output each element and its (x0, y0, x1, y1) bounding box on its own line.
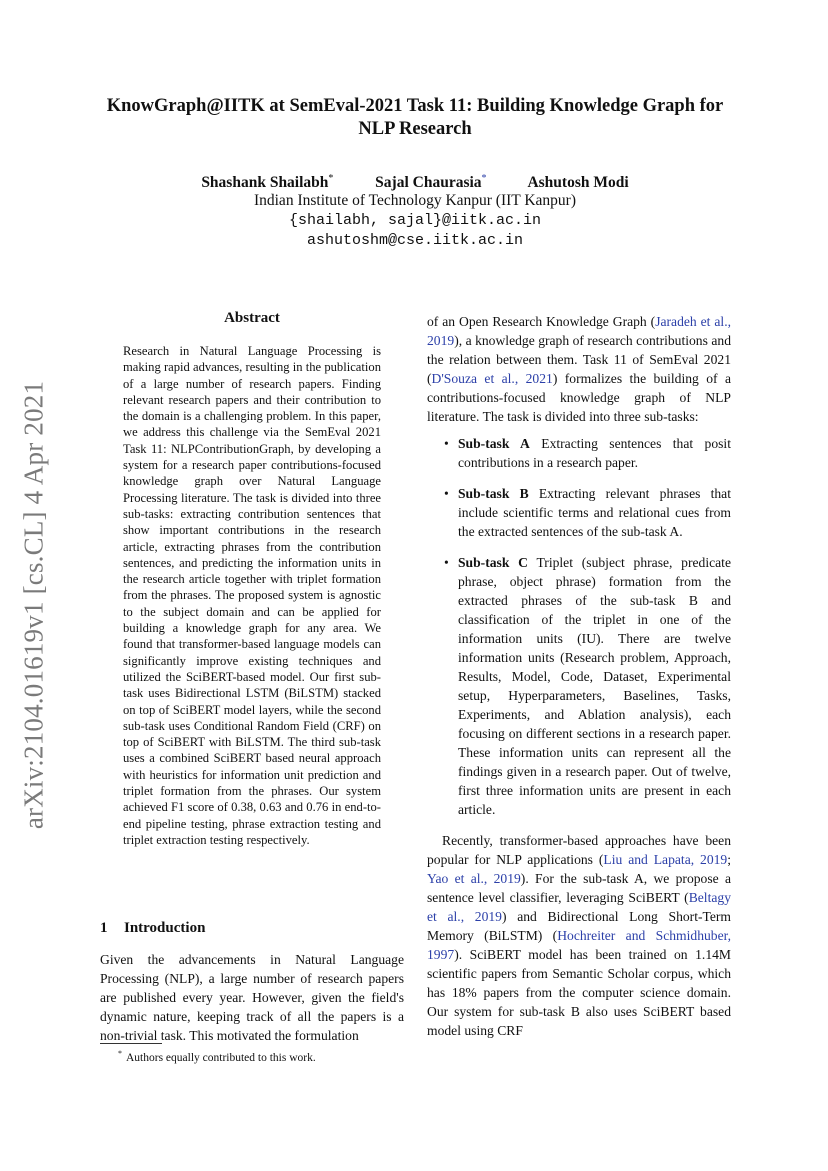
citation-link[interactable]: Yao et al., 2019 (427, 871, 521, 886)
right-column (427, 312, 731, 1040)
abstract-heading: Abstract (224, 310, 280, 326)
footnote (118, 1049, 316, 1064)
subtask-label: Sub-task B (458, 486, 529, 501)
body-paragraph: Recently, transformer-based approaches have been popular for NLP applications (Liu and Lapata, 2019; Yao et al., 2019). For the sub-task A, we propose a sentence level classifier, leveraging SciBERT (Beltagy et al., 2019) and Bidirectional Long Short-Term Memory (BiLSTM) (Hochreiter and Schmidhuber, 1997). SciBERT model has been trained on 1.14M scientific papers from Semantic Scholar corpus, which has 18% papers from the computer science domain. Our system for sub-task B also uses SciBERT based model using CRF (427, 833, 732, 1038)
abstract-body: Research in Natural Language Processing is making rapid advances, resulting in the publication of a large number of research papers. Finding relevant research papers and their contribution to the domain is a challenging problem. In this paper, we address this challenge via the SemEval 2021 Task 11: NLPContributionGraph, by developing a system for a research paper contributions-focused knowledge graph over Natural Language Processing literature. The task is divided into three sub-tasks: extracting contribution sentences that show important contributions in the research article, extracting phrases from the contribution sentences, and predicting the information units in the research article together with triplet formation from the phrases. The proposed system is agnostic to the subject domain and can be applied for building a knowledge graph for any area. We found that transformer-based language models can significantly improve existing techniques and utilized the SciBERT-based model. Our first sub-task uses Bidirectional LSTM (BiLSTM) stacked on top of SciBERT model layers, while the second sub-task uses Conditional Random Field (CRF) on top of SciBERT with BiLSTM. The third sub-task uses a combined SciBERT based neural approach with heuristics for information unit prediction and triplet formation from the phrases. Our system achieved F1 score of 0.38, 0.63 and 0.76 in end-to-end pipeline testing, phrase extraction testing and triplet extraction testing respectively. (123, 344, 381, 847)
citation-link[interactable]: Beltagy et al., 2019 (427, 890, 731, 924)
paper-title: KnowGraph@IITK at SemEval-2021 Task 11: Building Knowledge Graph for NLP Research (106, 96, 724, 139)
equal-contribution-mark: * (328, 173, 334, 184)
subtask-label: Sub-task C (458, 555, 528, 570)
section-number: 1 (100, 920, 108, 936)
footnote-rule (100, 1043, 162, 1044)
arxiv-identifier-stamp (14, 360, 54, 850)
list-item: • Sub-task B Extracting relevant phrases that include scientific terms and relational cues from the extracted sentences of the sub-task A. (444, 486, 731, 539)
affiliation: Indian Institute of Technology Kanpur (IIT Kanpur) (253, 192, 577, 209)
body-paragraph: of an Open Research Knowledge Graph (Jaradeh et al., 2019), a knowledge graph of research contributions and the relation between them. Task 11 of SemEval 2021 (D'Souza et al., 2021) formalizes the building of a contributions-focused knowledge graph of NLP literature. The task is divided into three sub-tasks: (427, 314, 732, 424)
subtask-description: Extracting relevant phrases that include scientific terms and relational cues from the extracted sentences of the sub-task A. (458, 486, 731, 539)
citation-link[interactable]: Hochreiter and Schmidhuber, 1997 (427, 928, 731, 962)
citation-link[interactable]: Jaradeh et al., 2019 (427, 314, 732, 348)
author-list (100, 173, 730, 192)
subtask-label: Sub-task A (458, 436, 530, 451)
subtask-list (427, 434, 731, 819)
author-name: Shashank Shailabh (201, 174, 329, 192)
author-name: Ashutosh Modi (527, 174, 629, 192)
citation-link[interactable]: Liu and Lapata, 2019 (603, 852, 728, 867)
introduction-paragraph: Given the advancements in Natural Language Processing (NLP), a large number of research papers are published every year. However, given the field's dynamic nature, keeping track of all the papers is a non-trivial task. This motivated the formulation (100, 952, 404, 1043)
citation-link[interactable]: D'Souza et al., 2021 (431, 371, 553, 386)
section-title: Introduction (124, 920, 206, 936)
arxiv-stamp-text: arXiv:2104.01619v1 [cs.CL] 4 Apr 2021 (18, 380, 49, 830)
list-item: • Sub-task A Extracting sentences that posit contributions in a research paper. (444, 436, 731, 470)
author-name: Sajal Chaurasia (375, 174, 482, 192)
list-item: • Sub-task C Triplet (subject phrase, predicate phrase, object phrase) formation from the extracted phrases of the sub-task B and classification of the triplet in one of the information units (IU). There are twelve information units (Research problem, Approach, Results, Model, Code, Dataset, Experimental setup, Hyperparameters, Baselines, Tasks, Experiments, and Ablation analysis), each focusing on different sections in a research paper. These information units can represent all the findings given in a research paper. Out of twelve, first three information units are present in each article. (444, 555, 731, 817)
subtask-description: Extracting sentences that posit contributions in a research paper. (458, 436, 731, 470)
equal-contribution-mark: * (481, 173, 487, 184)
author-email: ashutoshm@cse.iitk.ac.in (306, 232, 524, 249)
subtask-description: Triplet (subject phrase, predicate phrase, object phrase) formation from the extracted phrases of the sub-task B and classification of the triplet in one of the information units (IU). There are twelve information units (Research problem, Approach, Results, Model, Code, Dataset, Experimental setup, Hyperparameters, Baselines, Tasks, Experiments, and Ablation analysis), each focusing on different sections in a research paper. These information units can represent all the findings given in a research paper. Out of twelve, first three information units are present in each article. (458, 555, 731, 817)
section-heading-introduction (100, 920, 205, 937)
footnote-mark: * (118, 1049, 122, 1058)
footnote-text: Authors equally contributed to this work. (126, 1051, 316, 1064)
author-email: {shailabh, sajal}@iitk.ac.in (288, 212, 542, 229)
